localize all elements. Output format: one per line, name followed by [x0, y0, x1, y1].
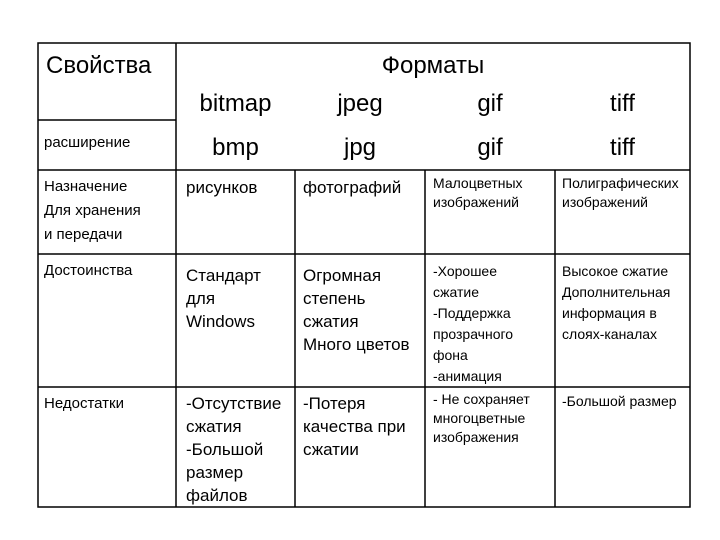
format-name-bitmap: bitmap	[199, 90, 272, 117]
extension-jpeg: jpg	[343, 134, 377, 161]
row-label-extension: расширение	[44, 134, 131, 151]
row-label-purpose: Назначение Для хранения и передачи	[44, 178, 141, 243]
format-name-jpeg: jpeg	[337, 90, 383, 117]
extension-tiff: tiff	[610, 134, 635, 161]
format-name-gif: gif	[477, 90, 503, 117]
purpose-tiff: Полиграфических изображений	[562, 175, 679, 210]
format-name-tiff: tiff	[610, 90, 635, 117]
disadvantages-bitmap: -Отсутствие сжатия -Большой размер файлов	[186, 394, 282, 505]
row-label-advantages: Достоинства	[44, 262, 133, 279]
advantages-jpeg: Огромная степень сжатия Много цветов	[303, 266, 410, 354]
advantages-tiff: Высокое сжатие Дополнительная информация в слоях-каналах	[562, 263, 671, 342]
header-formats: Форматы	[381, 52, 485, 79]
disadvantages-gif: - Не сохраняет многоцветные изображения	[433, 391, 530, 445]
disadvantages-jpeg: -Потеря качества при сжатии	[303, 394, 406, 459]
disadvantages-tiff: -Большой размер	[562, 393, 677, 409]
header-properties: Свойства	[46, 52, 152, 79]
advantages-bitmap: Стандарт для Windows	[186, 266, 261, 331]
purpose-gif: Малоцветных изображений	[433, 175, 523, 210]
row-label-disadvantages: Недостатки	[44, 395, 124, 412]
extension-gif: gif	[477, 134, 503, 161]
extension-bitmap: bmp	[212, 134, 259, 161]
advantages-gif: -Хорошее сжатие -Поддержка прозрачного фона -анимация	[433, 263, 514, 384]
purpose-bitmap: рисунков	[186, 178, 258, 197]
purpose-jpeg: фотографий	[303, 178, 402, 197]
